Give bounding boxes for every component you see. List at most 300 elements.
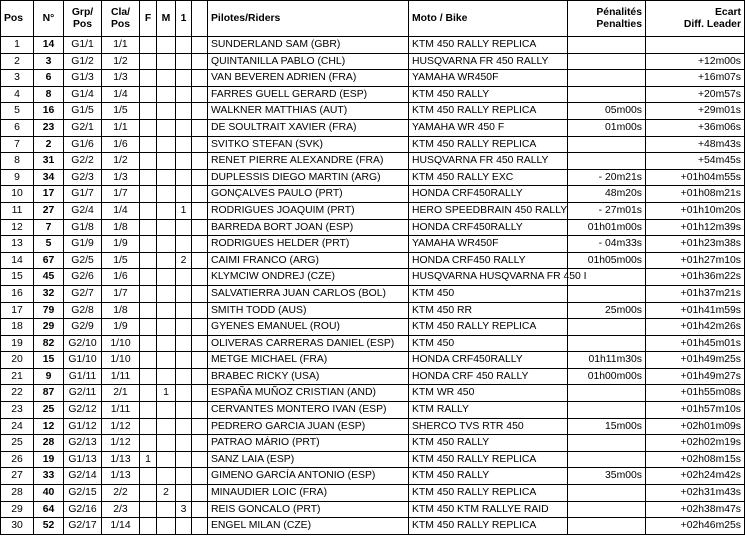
cell-m	[157, 319, 176, 336]
cell-class-pos: 1/11	[102, 368, 140, 385]
cell-rider: MINAUDIER LOIC (FRA)	[208, 485, 409, 502]
cell-rider: METGE MICHAEL (FRA)	[208, 352, 409, 369]
cell-diff-leader: +01h37m21s	[646, 285, 745, 302]
cell-number: 32	[34, 285, 64, 302]
cell-class-pos: 1/5	[102, 103, 140, 120]
cell-bike: HONDA CRF450RALLY	[409, 219, 568, 236]
cell-group-pos: G1/5	[64, 103, 102, 120]
cell-spacer	[192, 319, 208, 336]
cell-diff-leader: +01h42m26s	[646, 319, 745, 336]
cell-rider: RODRIGUES JOAQUIM (PRT)	[208, 202, 409, 219]
cell-penalty: 01h00m00s	[568, 368, 646, 385]
cell-rider: GYENES EMANUEL (ROU)	[208, 319, 409, 336]
cell-one	[176, 302, 192, 319]
cell-group-pos: G2/9	[64, 319, 102, 336]
cell-f	[140, 435, 157, 452]
cell-number: 9	[34, 368, 64, 385]
cell-f	[140, 236, 157, 253]
cell-rider: KLYMCIW ONDREJ (CZE)	[208, 269, 409, 286]
cell-bike: KTM 450	[409, 285, 568, 302]
cell-group-pos: G1/7	[64, 186, 102, 203]
cell-penalty: 01h01m00s	[568, 219, 646, 236]
cell-f	[140, 501, 157, 518]
cell-class-pos: 1/3	[102, 70, 140, 87]
cell-penalty	[568, 53, 646, 70]
cell-number: 28	[34, 435, 64, 452]
header-pos: Pos	[1, 1, 34, 37]
header-number: N°	[34, 1, 64, 37]
cell-group-pos: G2/11	[64, 385, 102, 402]
cell-f	[140, 103, 157, 120]
cell-class-pos: 1/2	[102, 153, 140, 170]
cell-group-pos: G1/2	[64, 53, 102, 70]
cell-m	[157, 335, 176, 352]
cell-one	[176, 368, 192, 385]
cell-number: 17	[34, 186, 64, 203]
cell-group-pos: G2/4	[64, 202, 102, 219]
cell-number: 6	[34, 70, 64, 87]
cell-f	[140, 53, 157, 70]
cell-m	[157, 236, 176, 253]
cell-group-pos: G2/13	[64, 435, 102, 452]
cell-number: 34	[34, 169, 64, 186]
table-row	[1, 219, 745, 236]
cell-one: 3	[176, 501, 192, 518]
cell-diff-leader: +02h24m42s	[646, 468, 745, 485]
cell-number: 29	[34, 319, 64, 336]
cell-pos: 10	[1, 186, 34, 203]
cell-pos: 22	[1, 385, 34, 402]
cell-spacer	[192, 302, 208, 319]
cell-pos: 27	[1, 468, 34, 485]
cell-rider: BRABEC RICKY (USA)	[208, 368, 409, 385]
cell-one	[176, 451, 192, 468]
cell-m	[157, 451, 176, 468]
cell-one	[176, 352, 192, 369]
cell-f	[140, 169, 157, 186]
cell-m	[157, 269, 176, 286]
header-diff-leader: Ecart Diff. Leader	[646, 1, 745, 37]
cell-group-pos: G1/8	[64, 219, 102, 236]
cell-bike: KTM 450 RALLY REPLICA	[409, 103, 568, 120]
cell-rider: RODRIGUES HELDER (PRT)	[208, 236, 409, 253]
table-row	[1, 402, 745, 419]
table-row	[1, 485, 745, 502]
cell-pos: 23	[1, 402, 34, 419]
cell-number: 82	[34, 335, 64, 352]
table-row	[1, 319, 745, 336]
cell-rider: PEDRERO GARCIA JUAN (ESP)	[208, 418, 409, 435]
table-row	[1, 37, 745, 54]
cell-bike: HUSQVARNA FR 450 RALLY	[409, 153, 568, 170]
cell-one	[176, 385, 192, 402]
cell-diff-leader: +01h08m21s	[646, 186, 745, 203]
cell-group-pos: G2/2	[64, 153, 102, 170]
cell-class-pos: 2/3	[102, 501, 140, 518]
cell-m: 2	[157, 485, 176, 502]
header-row	[1, 1, 745, 37]
cell-diff-leader: +01h57m10s	[646, 402, 745, 419]
cell-number: 64	[34, 501, 64, 518]
cell-m	[157, 285, 176, 302]
cell-bike: KTM 450 KTM RALLYE RAID	[409, 501, 568, 518]
header-f: F	[140, 1, 157, 37]
cell-group-pos: G1/4	[64, 86, 102, 103]
cell-class-pos: 1/9	[102, 236, 140, 253]
cell-diff-leader: +01h36m22s	[646, 269, 745, 286]
cell-penalty: - 20m21s	[568, 169, 646, 186]
cell-f	[140, 136, 157, 153]
cell-spacer	[192, 53, 208, 70]
cell-one	[176, 435, 192, 452]
cell-f	[140, 402, 157, 419]
cell-spacer	[192, 236, 208, 253]
cell-spacer	[192, 418, 208, 435]
cell-f	[140, 219, 157, 236]
cell-rider: GONÇALVES PAULO (PRT)	[208, 186, 409, 203]
cell-pos: 15	[1, 269, 34, 286]
cell-one	[176, 136, 192, 153]
cell-penalty	[568, 435, 646, 452]
cell-m	[157, 252, 176, 269]
cell-diff-leader: +01h55m08s	[646, 385, 745, 402]
cell-diff-leader: +12m00s	[646, 53, 745, 70]
table-row	[1, 435, 745, 452]
cell-bike: KTM RALLY	[409, 402, 568, 419]
cell-number: 14	[34, 37, 64, 54]
cell-class-pos: 1/8	[102, 219, 140, 236]
cell-bike: KTM 450 RALLY REPLICA	[409, 37, 568, 54]
cell-rider: QUINTANILLA PABLO (CHL)	[208, 53, 409, 70]
header-class-pos: Cla/ Pos	[102, 1, 140, 37]
cell-class-pos: 1/10	[102, 352, 140, 369]
cell-class-pos: 1/3	[102, 169, 140, 186]
cell-spacer	[192, 385, 208, 402]
cell-class-pos: 1/2	[102, 53, 140, 70]
cell-penalty: 35m00s	[568, 468, 646, 485]
cell-one	[176, 236, 192, 253]
cell-rider: SUNDERLAND SAM (GBR)	[208, 37, 409, 54]
cell-group-pos: G2/10	[64, 335, 102, 352]
cell-diff-leader: +02h38m47s	[646, 501, 745, 518]
cell-number: 15	[34, 352, 64, 369]
cell-group-pos: G1/13	[64, 451, 102, 468]
cell-diff-leader: +54m45s	[646, 153, 745, 170]
cell-pos: 25	[1, 435, 34, 452]
cell-diff-leader	[646, 37, 745, 54]
cell-f	[140, 119, 157, 136]
cell-group-pos: G2/7	[64, 285, 102, 302]
cell-bike: HONDA CRF 450 RALLY	[409, 368, 568, 385]
cell-m	[157, 418, 176, 435]
cell-group-pos: G2/5	[64, 252, 102, 269]
results-body	[1, 37, 745, 535]
cell-bike: YAMAHA WR450F	[409, 70, 568, 87]
cell-rider: RENET PIERRE ALEXANDRE (FRA)	[208, 153, 409, 170]
cell-f	[140, 518, 157, 535]
cell-class-pos: 1/12	[102, 435, 140, 452]
cell-f	[140, 302, 157, 319]
cell-number: 16	[34, 103, 64, 120]
table-row	[1, 236, 745, 253]
cell-one	[176, 186, 192, 203]
cell-diff-leader: +16m07s	[646, 70, 745, 87]
cell-bike: KTM 450 RALLY	[409, 86, 568, 103]
cell-rider: GIMENO GARCÍA ANTONIO (ESP)	[208, 468, 409, 485]
cell-diff-leader: +01h23m38s	[646, 236, 745, 253]
cell-rider: OLIVERAS CARRERAS DANIEL (ESP)	[208, 335, 409, 352]
cell-class-pos: 1/13	[102, 468, 140, 485]
cell-diff-leader: +29m01s	[646, 103, 745, 120]
cell-rider: SMITH TODD (AUS)	[208, 302, 409, 319]
cell-number: 45	[34, 269, 64, 286]
cell-group-pos: G1/3	[64, 70, 102, 87]
cell-one	[176, 319, 192, 336]
cell-f	[140, 485, 157, 502]
cell-number: 40	[34, 485, 64, 502]
cell-diff-leader: +01h04m55s	[646, 169, 745, 186]
table-row	[1, 53, 745, 70]
cell-bike: KTM 450 RALLY REPLICA	[409, 136, 568, 153]
cell-bike: KTM 450 RALLY REPLICA	[409, 518, 568, 535]
cell-penalty	[568, 501, 646, 518]
cell-pos: 16	[1, 285, 34, 302]
cell-number: 8	[34, 86, 64, 103]
cell-class-pos: 1/8	[102, 302, 140, 319]
cell-group-pos: G1/12	[64, 418, 102, 435]
cell-rider: FARRES GUELL GERARD (ESP)	[208, 86, 409, 103]
cell-bike: KTM 450	[409, 335, 568, 352]
table-row	[1, 70, 745, 87]
table-row	[1, 418, 745, 435]
cell-class-pos: 1/6	[102, 136, 140, 153]
cell-f	[140, 319, 157, 336]
cell-m	[157, 153, 176, 170]
cell-penalty	[568, 153, 646, 170]
cell-bike: KTM 450 RALLY REPLICA	[409, 319, 568, 336]
cell-rider: CAIMI FRANCO (ARG)	[208, 252, 409, 269]
cell-pos: 21	[1, 368, 34, 385]
table-row	[1, 335, 745, 352]
header-group-pos: Grp/ Pos	[64, 1, 102, 37]
cell-pos: 6	[1, 119, 34, 136]
table-row	[1, 501, 745, 518]
cell-diff-leader: +02h08m15s	[646, 451, 745, 468]
cell-spacer	[192, 37, 208, 54]
cell-spacer	[192, 136, 208, 153]
cell-bike: HERO SPEEDBRAIN 450 RALLY	[409, 202, 568, 219]
cell-f	[140, 468, 157, 485]
cell-group-pos: G2/1	[64, 119, 102, 136]
cell-class-pos: 2/1	[102, 385, 140, 402]
cell-f	[140, 285, 157, 302]
cell-one: 2	[176, 252, 192, 269]
cell-diff-leader: +48m43s	[646, 136, 745, 153]
cell-spacer	[192, 119, 208, 136]
cell-one	[176, 335, 192, 352]
cell-bike: KTM 450 RALLY	[409, 435, 568, 452]
cell-rider: REIS GONCALO (PRT)	[208, 501, 409, 518]
cell-number: 12	[34, 418, 64, 435]
cell-pos: 2	[1, 53, 34, 70]
cell-class-pos: 1/5	[102, 252, 140, 269]
cell-rider: BARREDA BORT JOAN (ESP)	[208, 219, 409, 236]
cell-pos: 7	[1, 136, 34, 153]
cell-one	[176, 86, 192, 103]
cell-f	[140, 385, 157, 402]
cell-pos: 19	[1, 335, 34, 352]
cell-class-pos: 1/1	[102, 119, 140, 136]
cell-m	[157, 202, 176, 219]
table-row	[1, 103, 745, 120]
cell-group-pos: G2/12	[64, 402, 102, 419]
cell-penalty	[568, 70, 646, 87]
cell-penalty	[568, 451, 646, 468]
cell-pos: 13	[1, 236, 34, 253]
table-row	[1, 468, 745, 485]
cell-pos: 30	[1, 518, 34, 535]
cell-group-pos: G1/9	[64, 236, 102, 253]
cell-penalty	[568, 485, 646, 502]
cell-spacer	[192, 169, 208, 186]
cell-f: 1	[140, 451, 157, 468]
table-row	[1, 136, 745, 153]
cell-m	[157, 70, 176, 87]
cell-rider: VAN BEVEREN ADRIEN (FRA)	[208, 70, 409, 87]
cell-spacer	[192, 86, 208, 103]
cell-f	[140, 335, 157, 352]
cell-class-pos: 1/10	[102, 335, 140, 352]
cell-m	[157, 518, 176, 535]
cell-f	[140, 352, 157, 369]
cell-diff-leader: +01h45m01s	[646, 335, 745, 352]
cell-f	[140, 418, 157, 435]
cell-pos: 9	[1, 169, 34, 186]
cell-spacer	[192, 269, 208, 286]
cell-f	[140, 202, 157, 219]
cell-one	[176, 103, 192, 120]
table-row	[1, 269, 745, 286]
cell-diff-leader: +20m57s	[646, 86, 745, 103]
cell-bike: YAMAHA WR450F	[409, 236, 568, 253]
cell-penalty: - 27m01s	[568, 202, 646, 219]
cell-class-pos: 1/12	[102, 418, 140, 435]
cell-bike: KTM 450 RALLY	[409, 468, 568, 485]
cell-diff-leader: +01h41m59s	[646, 302, 745, 319]
cell-one	[176, 485, 192, 502]
cell-penalty	[568, 402, 646, 419]
cell-penalty: 05m00s	[568, 103, 646, 120]
cell-penalty	[568, 518, 646, 535]
cell-number: 7	[34, 219, 64, 236]
header-bike: Moto / Bike	[409, 1, 568, 37]
cell-m	[157, 37, 176, 54]
cell-class-pos: 1/6	[102, 269, 140, 286]
cell-bike: HONDA CRF450 RALLY	[409, 252, 568, 269]
cell-rider: DE SOULTRAIT XAVIER (FRA)	[208, 119, 409, 136]
table-row	[1, 153, 745, 170]
cell-spacer	[192, 252, 208, 269]
table-row	[1, 252, 745, 269]
cell-rider: ENGEL MILAN (CZE)	[208, 518, 409, 535]
cell-number: 19	[34, 451, 64, 468]
cell-pos: 5	[1, 103, 34, 120]
cell-rider: ESPAÑA MUÑOZ CRISTIAN (AND)	[208, 385, 409, 402]
cell-group-pos: G1/11	[64, 368, 102, 385]
table-row	[1, 451, 745, 468]
cell-class-pos: 1/14	[102, 518, 140, 535]
cell-one	[176, 402, 192, 419]
cell-m	[157, 186, 176, 203]
cell-rider: PATRAO MÁRIO (PRT)	[208, 435, 409, 452]
cell-pos: 17	[1, 302, 34, 319]
cell-class-pos: 1/1	[102, 37, 140, 54]
cell-penalty: 25m00s	[568, 302, 646, 319]
cell-penalty	[568, 86, 646, 103]
cell-diff-leader: +01h49m25s	[646, 352, 745, 369]
cell-number: 52	[34, 518, 64, 535]
cell-class-pos: 1/4	[102, 202, 140, 219]
cell-m	[157, 402, 176, 419]
cell-m	[157, 219, 176, 236]
cell-spacer	[192, 186, 208, 203]
cell-class-pos: 1/4	[102, 86, 140, 103]
cell-spacer	[192, 352, 208, 369]
cell-m	[157, 468, 176, 485]
cell-m	[157, 103, 176, 120]
cell-pos: 3	[1, 70, 34, 87]
cell-one	[176, 468, 192, 485]
cell-f	[140, 252, 157, 269]
cell-diff-leader: +01h12m39s	[646, 219, 745, 236]
cell-f	[140, 368, 157, 385]
cell-penalty	[568, 335, 646, 352]
cell-penalty	[568, 385, 646, 402]
cell-spacer	[192, 70, 208, 87]
cell-class-pos: 1/13	[102, 451, 140, 468]
cell-class-pos: 1/9	[102, 319, 140, 336]
cell-spacer	[192, 518, 208, 535]
header-riders: Pilotes/Riders	[208, 1, 409, 37]
cell-diff-leader: +01h49m27s	[646, 368, 745, 385]
cell-bike: HUSQVARNA HUSQVARNA FR 450 I	[409, 269, 568, 286]
cell-spacer	[192, 501, 208, 518]
cell-one	[176, 37, 192, 54]
table-row	[1, 119, 745, 136]
cell-f	[140, 37, 157, 54]
cell-penalty: 01m00s	[568, 119, 646, 136]
cell-spacer	[192, 335, 208, 352]
cell-group-pos: G2/3	[64, 169, 102, 186]
cell-pos: 1	[1, 37, 34, 54]
table-row	[1, 368, 745, 385]
cell-number: 87	[34, 385, 64, 402]
cell-one: 1	[176, 202, 192, 219]
cell-number: 5	[34, 236, 64, 253]
cell-number: 31	[34, 153, 64, 170]
cell-class-pos: 1/7	[102, 186, 140, 203]
cell-m	[157, 302, 176, 319]
cell-pos: 4	[1, 86, 34, 103]
cell-pos: 28	[1, 485, 34, 502]
cell-diff-leader: +01h10m20s	[646, 202, 745, 219]
cell-m	[157, 136, 176, 153]
cell-one	[176, 285, 192, 302]
cell-pos: 14	[1, 252, 34, 269]
table-row	[1, 169, 745, 186]
cell-penalty	[568, 37, 646, 54]
cell-one	[176, 53, 192, 70]
